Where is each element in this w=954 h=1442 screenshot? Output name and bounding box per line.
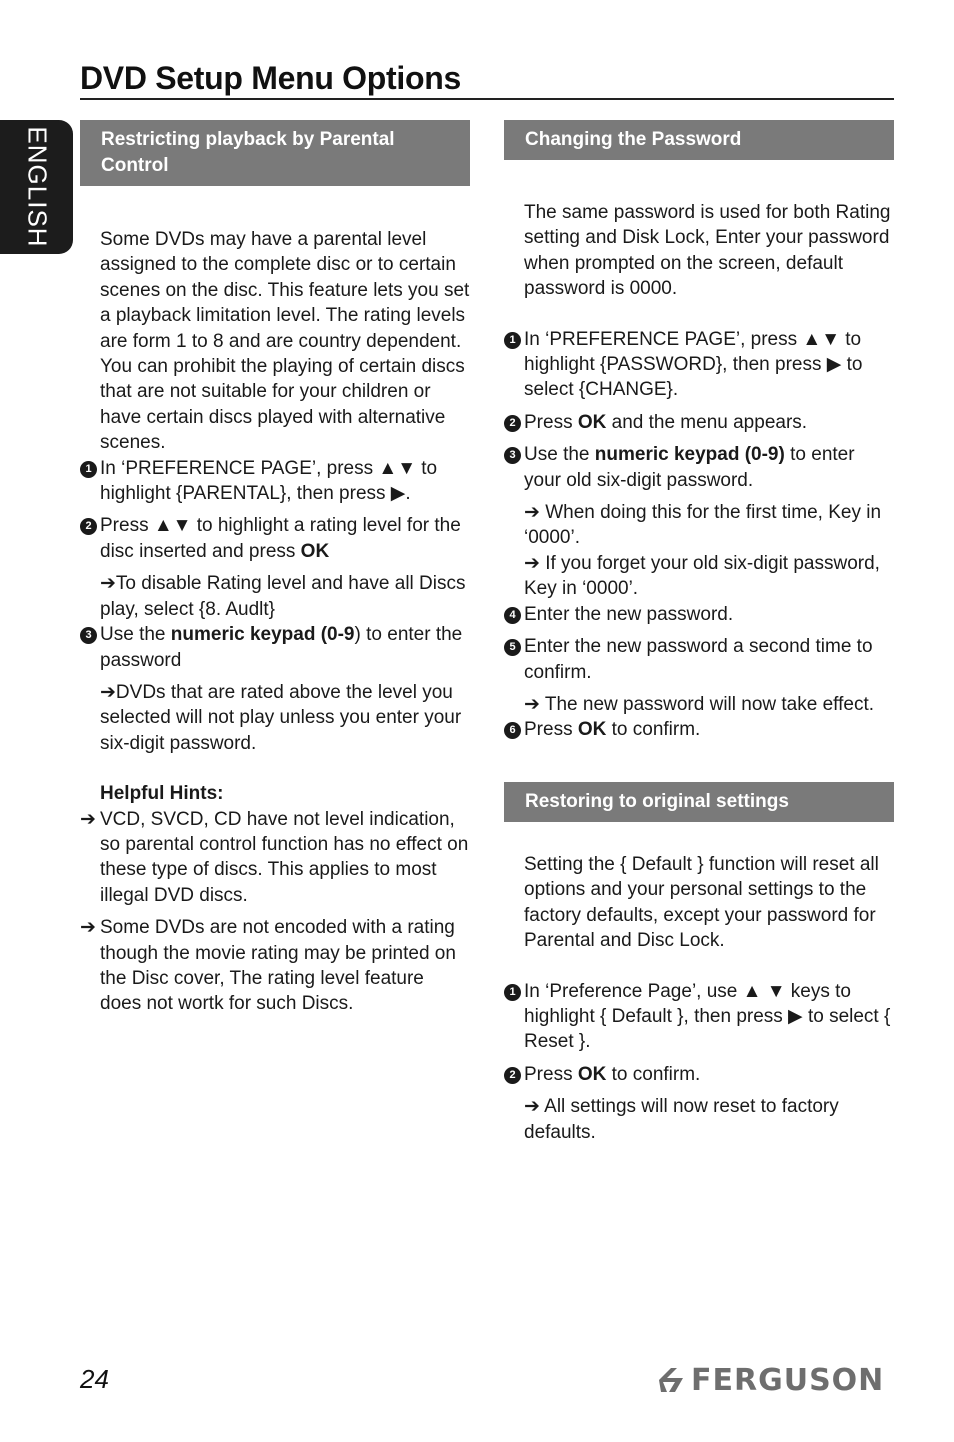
parental-step-1 bbox=[80, 456, 470, 507]
arrow-right-icon: ➔ bbox=[524, 502, 540, 524]
parental-note-2 bbox=[100, 571, 470, 622]
arrow-right-icon: ➔ bbox=[80, 808, 96, 830]
note-text: All settings will now reset to factory defaults. bbox=[524, 1096, 839, 1143]
note-text: If you forget your old six-digit password, Key in ‘0000’. bbox=[524, 552, 880, 600]
parental-step-2 bbox=[80, 513, 470, 564]
parental-section-header: Restricting playback by Parental Control bbox=[80, 120, 470, 186]
brand-name: FERGUSON bbox=[691, 1362, 885, 1398]
password-step-4 bbox=[504, 602, 894, 627]
step-number-icon: 3 bbox=[80, 627, 97, 644]
restore-step-2 bbox=[504, 1062, 894, 1087]
ok-key-label: OK bbox=[577, 411, 607, 433]
step-text: Press bbox=[524, 1063, 578, 1085]
step-text: In ‘PREFERENCE PAGE’, press ▲▼ to highlight {PASSWORD}, then press ▶ to select {CHANGE}. bbox=[524, 328, 863, 401]
arrow-right-icon: ➔ bbox=[524, 693, 540, 715]
password-section-header: Changing the Password bbox=[504, 120, 894, 160]
step-text: In ‘Preference Page’, use ▲ ▼ keys to highlight { Default }, then press ▶ to select { Reset }. bbox=[524, 980, 891, 1053]
ok-key-label: OK bbox=[577, 1063, 607, 1085]
step-number-icon: 2 bbox=[80, 518, 97, 535]
step-text: ) to enter the password bbox=[100, 624, 463, 671]
parental-intro: Some DVDs may have a parental level assigned to the complete disc or to certain scenes on the disc. This feature lets you set a playback limitation level. The rating levels are form 1 to 8 and are country dependent. You can prohibit the playing of certain discs that are not suitable for your children or have certain discs played with alternative scenes. bbox=[100, 229, 470, 454]
arrow-right-icon: ➔ bbox=[524, 552, 540, 574]
step-number-icon: 2 bbox=[504, 1067, 521, 1084]
parental-section-body bbox=[80, 227, 470, 1017]
restore-section-header: Restoring to original settings bbox=[504, 782, 894, 822]
password-step-1 bbox=[504, 327, 894, 403]
ok-key-label: OK bbox=[300, 540, 330, 562]
arrow-right-icon: ➔ bbox=[524, 1096, 540, 1118]
step-number-icon: 1 bbox=[80, 461, 97, 478]
title-divider bbox=[80, 98, 894, 100]
helpful-hints-title: Helpful Hints: bbox=[100, 783, 224, 805]
step-number-icon: 1 bbox=[504, 984, 521, 1001]
step-number-icon: 6 bbox=[504, 722, 521, 739]
step-text: Use the bbox=[100, 624, 171, 646]
keypad-label: numeric keypad (0-9 bbox=[170, 624, 355, 646]
password-intro: The same password is used for both Rating setting and Disk Lock, Enter your password when prompted on the screen, default password is 0000. bbox=[524, 202, 891, 300]
step-number-icon: 5 bbox=[504, 639, 521, 656]
step-text: Press bbox=[524, 719, 578, 741]
step-number-icon: 3 bbox=[504, 447, 521, 464]
password-section bbox=[504, 120, 894, 743]
hint-2 bbox=[80, 915, 470, 1017]
step-number-icon: 2 bbox=[504, 415, 521, 432]
step-text: In ‘PREFERENCE PAGE’, press ▲▼ to highlight {PARENTAL}, then press ▶. bbox=[100, 457, 438, 505]
keypad-label: numeric keypad (0-9) bbox=[594, 444, 785, 466]
step-number-icon: 4 bbox=[504, 607, 521, 624]
step-text: Press ▲▼ to highlight a rating level for the disc inserted and press bbox=[100, 515, 461, 562]
parental-step-3 bbox=[80, 622, 470, 673]
note-text: When doing this for the first time, Key in ‘0000’. bbox=[524, 502, 882, 549]
parental-note-3 bbox=[100, 680, 470, 756]
arrow-right-icon: ➔ bbox=[100, 573, 116, 595]
language-tab-label: ENGLISH bbox=[22, 126, 52, 248]
restore-intro: Setting the { Default } function will reset all options and your personal settings to the factory defaults, except your password for Parental and Disc Lock. bbox=[524, 854, 879, 952]
note-text: The new password will now take effect. bbox=[539, 693, 874, 715]
password-step-6 bbox=[504, 717, 894, 742]
ok-key-label: OK bbox=[577, 719, 607, 741]
password-section-body bbox=[504, 200, 894, 743]
step-number-icon: 1 bbox=[504, 332, 521, 349]
password-note-5 bbox=[524, 692, 894, 717]
page-number: 24 bbox=[80, 1364, 109, 1394]
note-text: To disable Rating level and have all Discs play, select {8. Audlt} bbox=[100, 573, 466, 620]
restore-step-1 bbox=[504, 979, 894, 1055]
hint-1 bbox=[80, 807, 470, 909]
ferguson-logo-icon bbox=[655, 1365, 691, 1395]
restore-section-body bbox=[504, 852, 894, 1145]
step-text: Use the bbox=[524, 444, 595, 466]
step-text: to confirm. bbox=[606, 1063, 701, 1085]
step-text: to enter your old six-digit password. bbox=[524, 444, 855, 491]
step-text: Enter the new password a second time to confirm. bbox=[524, 636, 873, 683]
restore-section bbox=[504, 782, 894, 1145]
note-text: DVDs that are rated above the level you selected will not play unless you enter your six-digit password. bbox=[100, 681, 462, 754]
password-step-5 bbox=[504, 634, 894, 685]
password-note-3b bbox=[524, 551, 894, 602]
step-text: Press bbox=[524, 411, 578, 433]
page-title: DVD Setup Menu Options bbox=[80, 60, 461, 96]
language-tab bbox=[0, 120, 73, 254]
ferguson-logo bbox=[655, 1363, 884, 1397]
password-note-3a bbox=[524, 500, 894, 551]
arrow-right-icon: ➔ bbox=[80, 917, 96, 939]
password-step-2 bbox=[504, 410, 894, 435]
parental-section bbox=[80, 120, 470, 1017]
step-text: and the menu appears. bbox=[606, 411, 808, 433]
step-text: to confirm. bbox=[606, 719, 701, 741]
hint-text: Some DVDs are not encoded with a rating though the movie rating may be printed on the Disc cover, The rating level feature does not wortk for such Discs. bbox=[100, 917, 456, 1015]
restore-note-2 bbox=[524, 1094, 894, 1145]
step-text: Enter the new password. bbox=[524, 603, 734, 625]
hint-text: VCD, SVCD, CD have not level indication, so parental control function has no effect on these type of discs. This applies to most illegal DVD discs. bbox=[100, 808, 469, 906]
arrow-right-icon: ➔ bbox=[100, 681, 116, 703]
password-step-3 bbox=[504, 442, 894, 493]
